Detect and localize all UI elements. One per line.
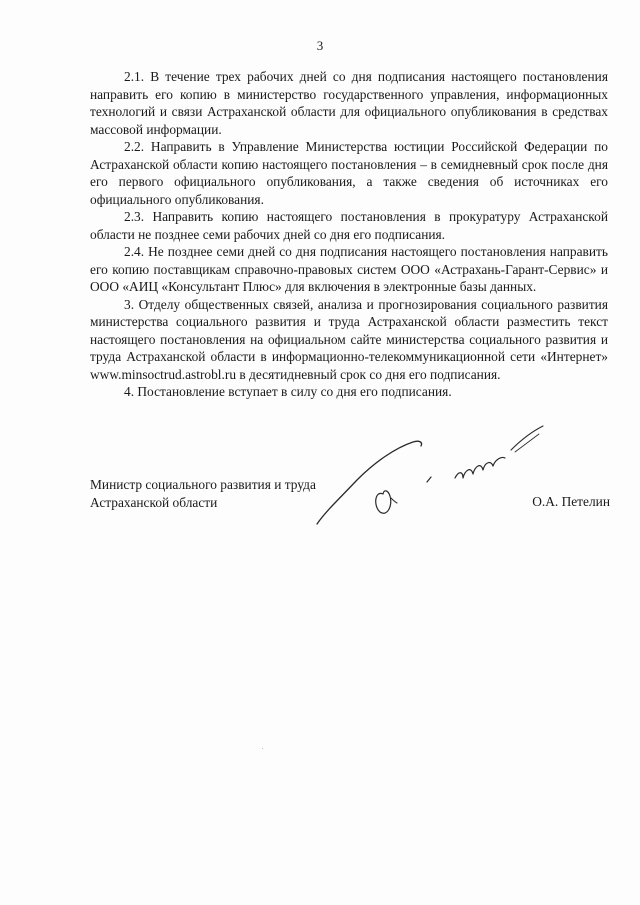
signatory-title: Министр социального развития и труда Астраханской области (90, 477, 316, 510)
paragraph-2-1: 2.1. В течение трех рабочих дней со дня подписания настоящего постановления направить его копию в министерство государственного управления, информационных технологий и связи Астраханской области для официального опубликования в средствах массовой информации. (90, 69, 608, 137)
paragraph-4: 4. Постановление вступает в силу со дня его подписания. (124, 384, 452, 399)
scan-artifact (262, 748, 263, 749)
document-body (90, 68, 608, 401)
signatory-name: О.А. Петелин (532, 494, 610, 509)
paragraph-3: 3. Отделу общественных связей, анализа и прогнозирования социального развития министерства социального развития и труда Астраханской области разместить текст настоящего постановления на официальном сайте министерства социального развития и труда Астраханской области в информационно-телекоммуникационной сети «Интернет» www.minsoctrud.astrobl.ru в десятидневный срок со дня его подписания. (90, 296, 608, 382)
page-number: 3 (316, 38, 324, 53)
paragraph-2-4: 2.4. Не позднее семи дней со дня подписания настоящего постановления направить его копию поставщикам справочно-правовых систем ООО «Астрахань-Гарант-Сервис» и ООО «АИЦ «Консультант Плюс» для включения в электронные базы данных. (90, 244, 608, 294)
paragraph-2-3: 2.3. Направить копию настоящего постановления в прокуратуру Астраханской области не позднее семи рабочих дней со дня его подписания. (90, 209, 608, 242)
paragraph-2-2: 2.2. Направить в Управление Министерства юстиции Российской Федерации по Астраханской области копию настоящего постановления – в семидневный срок после дня его первого официального опубликования, а также сведения об источниках его официального опубликования. (90, 139, 608, 207)
handwritten-signature-icon (305, 420, 550, 530)
